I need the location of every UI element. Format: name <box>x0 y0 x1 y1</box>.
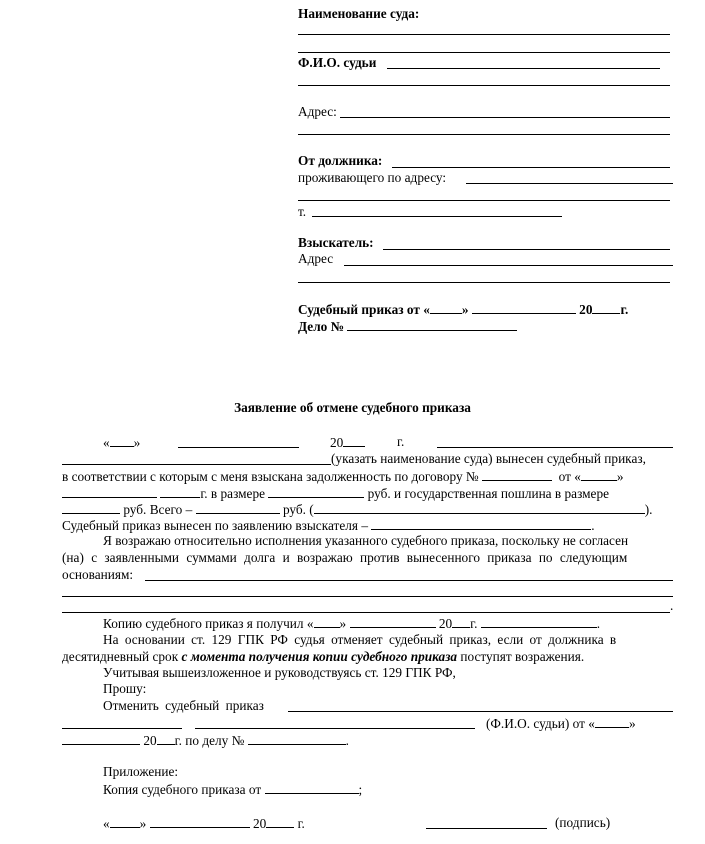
date-day-field[interactable] <box>110 434 134 447</box>
order-day-field[interactable] <box>430 301 462 314</box>
case-line <box>298 318 517 335</box>
order-year-prefix: 20 <box>579 302 593 317</box>
court-field[interactable] <box>437 447 673 448</box>
copy-day-field[interactable] <box>314 615 340 628</box>
claimant-address-label: Адрес <box>298 251 334 266</box>
judge-field[interactable] <box>387 68 660 69</box>
judge-fio-line: (Ф.И.О. судьи) от « » <box>486 716 636 731</box>
grounds-field-3[interactable] <box>62 612 670 613</box>
order-line <box>298 301 628 318</box>
contract-day-field[interactable] <box>581 468 617 481</box>
attachments-label: Приложение: <box>103 764 179 779</box>
total-line: руб. Всего – руб. ( ). <box>62 501 653 518</box>
grounds-end: . <box>670 598 674 613</box>
copy-year-field[interactable] <box>452 615 470 628</box>
signature-day-field[interactable] <box>110 815 140 828</box>
case-ref-line: 20 г. по делу № . <box>62 732 349 749</box>
date-year-field[interactable] <box>343 434 365 447</box>
total-words-field[interactable] <box>314 501 645 514</box>
cancel-day-field[interactable] <box>595 715 629 728</box>
court-address-field-2[interactable] <box>298 134 670 135</box>
court-hint-text: (указать наименование суда) вынесен судебный приказ, <box>331 451 646 466</box>
court-address-label: Адрес: <box>298 104 337 119</box>
date-g: г. <box>397 434 405 449</box>
cancel-court-field[interactable] <box>62 728 182 729</box>
contract-number-field[interactable] <box>482 468 552 481</box>
order-prefix: Судебный приказ от « <box>298 302 430 317</box>
cancel-case-number-field[interactable] <box>248 732 346 745</box>
cancel-order-label: Отменить судебный приказ <box>103 698 264 713</box>
contract-year-field[interactable] <box>160 485 200 498</box>
debtor-field[interactable] <box>392 167 670 168</box>
objection-line-1: Я возражаю относительно исполнения указанного судебного приказа, поскольку не согласен <box>103 533 629 548</box>
signature-date: « » 20 г. <box>103 816 305 831</box>
attachment-item: Копия судебного приказа от ; <box>103 782 363 797</box>
contract-month-field[interactable] <box>62 485 157 498</box>
claimant-address-field[interactable] <box>344 265 673 266</box>
debtor-label: От должника: <box>298 153 383 168</box>
claimant-name-field[interactable] <box>371 517 591 530</box>
law-line-1: На основании ст. 129 ГПК РФ судья отменяет судебный приказ, если от должника в <box>103 632 617 647</box>
order-mid: » <box>461 302 469 317</box>
phone-label: т. <box>298 204 307 219</box>
attachment-date-field[interactable] <box>265 781 359 794</box>
court-name-field-2[interactable] <box>298 52 670 53</box>
copy-received-line: Копию судебного приказ я получил « » 20 г. . <box>103 616 601 631</box>
law-line-2: десятидневный срок с момента получения копии судебного приказа поступят возражения. <box>62 649 585 664</box>
date-month-field[interactable] <box>178 447 299 448</box>
claimant-address-field-2[interactable] <box>298 282 670 283</box>
claimant-field[interactable] <box>383 249 670 250</box>
court-field-2[interactable] <box>62 464 331 465</box>
request-label: Прошу: <box>103 681 147 696</box>
copy-month-field[interactable] <box>350 615 436 628</box>
debtor-address-field-2[interactable] <box>298 200 670 201</box>
court-address-field[interactable] <box>340 117 670 118</box>
court-name-label: Наименование суда: <box>298 6 420 21</box>
court-name-field[interactable] <box>298 34 670 35</box>
order-year-field[interactable] <box>592 301 620 314</box>
copy-extra-field[interactable] <box>481 615 597 628</box>
document-title: Заявление об отмене судебного приказа <box>234 400 471 415</box>
debt-amount-field[interactable] <box>268 485 364 498</box>
contract-line: в соответствии с которым с меня взыскана задолженность по договору № от « » <box>62 469 624 484</box>
debtor-residence-label: проживающего по адресу: <box>298 170 447 185</box>
case-number-field[interactable] <box>347 318 517 331</box>
cancel-year-field[interactable] <box>157 732 175 745</box>
date-year: 20 <box>330 434 365 451</box>
cancel-month-field[interactable] <box>62 732 140 745</box>
order-month-field[interactable] <box>472 301 576 314</box>
judge-fio-field[interactable] <box>195 728 475 729</box>
cancel-order-field[interactable] <box>288 711 673 712</box>
judge-field-2[interactable] <box>298 85 670 86</box>
total-amount-field[interactable] <box>196 501 280 514</box>
amount-line: г. в размере руб. и государственная пошлина в размере <box>62 485 609 502</box>
signature-month-field[interactable] <box>150 815 250 828</box>
date-open: « » <box>103 435 141 450</box>
grounds-field-2[interactable] <box>62 596 673 597</box>
law-emphasis: с момента получения копии судебного приказа <box>181 649 458 664</box>
claimant-label: Взыскатель: <box>298 235 374 250</box>
order-suffix: г. <box>620 302 629 317</box>
objection-line-2: (на) с заявленными суммами долга и возражаю против вынесенного приказа по следующим <box>62 550 628 565</box>
claimant-line: Судебный приказ вынесен по заявлению взыскателя – . <box>62 518 595 533</box>
signature-label: (подпись) <box>555 815 611 830</box>
phone-field[interactable] <box>312 216 562 217</box>
grounds-field-1[interactable] <box>145 580 673 581</box>
debtor-address-field[interactable] <box>466 183 673 184</box>
judge-label: Ф.И.О. судьи <box>298 55 377 70</box>
grounds-label: основаниям: <box>62 567 134 582</box>
considering-line: Учитывая вышеизложенное и руководствуясь ст. 129 ГПК РФ, <box>103 665 456 680</box>
case-label: Дело № <box>298 319 345 334</box>
duty-amount-field[interactable] <box>62 501 120 514</box>
signature-field[interactable] <box>426 828 547 829</box>
signature-year-field[interactable] <box>266 815 294 828</box>
